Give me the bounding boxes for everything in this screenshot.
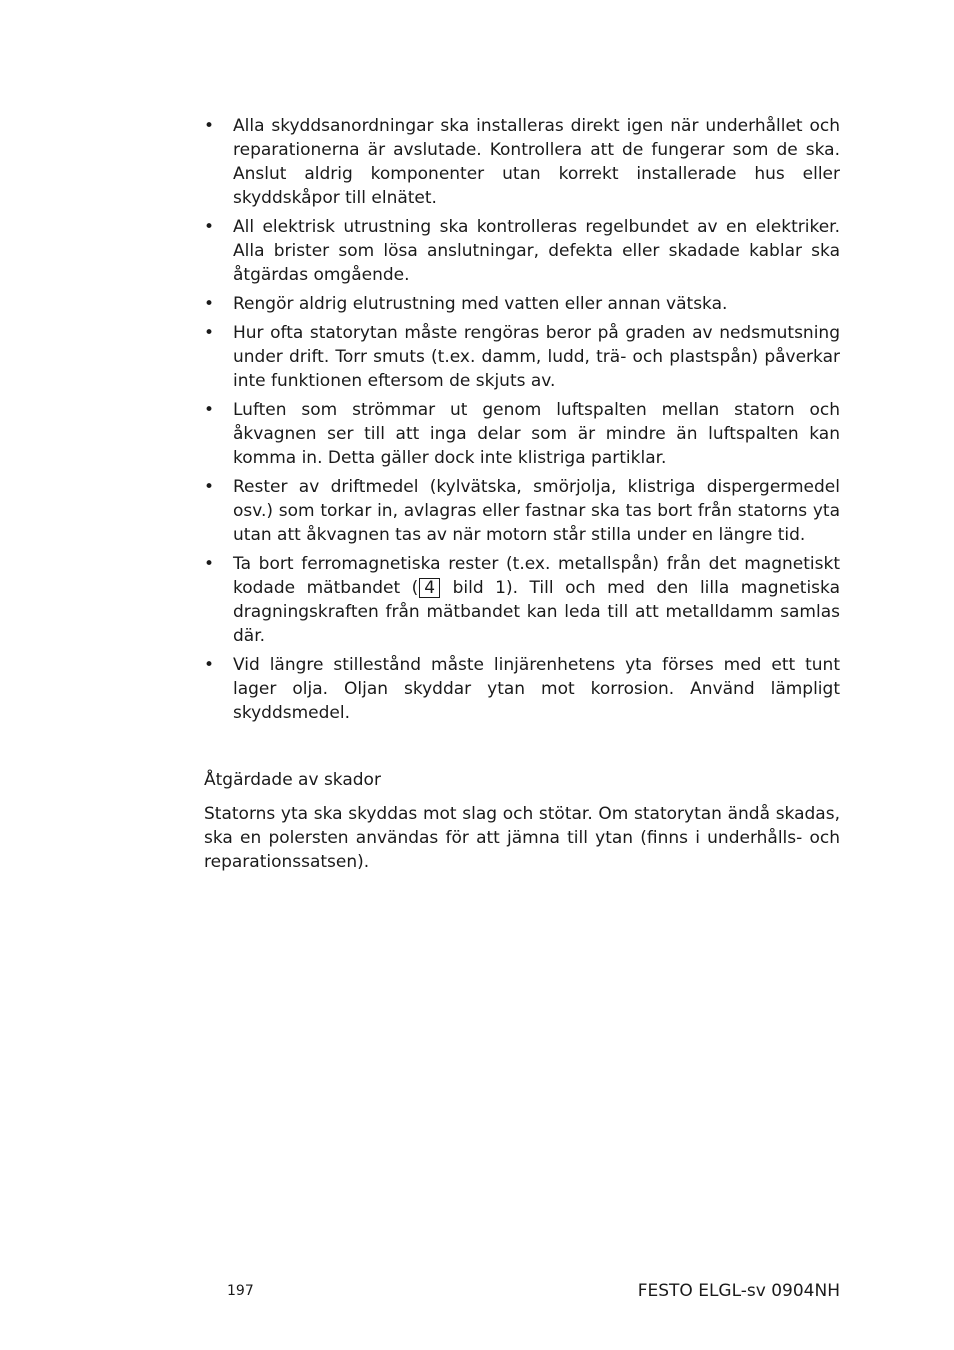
- list-item-text-before: Ta bort ferromagnetiska rester (t.ex. metallspån) från det magnetiskt kodade mätbandet (: [233, 554, 840, 598]
- list-item: [204, 398, 840, 470]
- page-content: [204, 114, 840, 874]
- list-item: [204, 215, 840, 287]
- list-item: [204, 552, 840, 648]
- maintenance-bullet-list: [204, 114, 840, 725]
- list-item-text: Alla skyddsanordningar ska installeras direkt igen när underhållet och reparationerna är avslutade. Kontrollera att de fungerar som de ska. Anslut aldrig komponenter utan korrekt installerade hus eller skyddskåpor till elnätet.: [233, 116, 840, 208]
- list-item-text-after: bild 1). Till och med den lilla magnetiska dragningskraften från mätbandet kan leda till att metalldamm samlas där.: [233, 578, 840, 646]
- page-number: 197: [227, 1283, 254, 1299]
- bullet-icon: •: [204, 655, 215, 675]
- list-item: [204, 475, 840, 547]
- list-item: [204, 292, 840, 316]
- bullet-icon: •: [204, 217, 215, 237]
- list-item-text: Hur ofta statorytan måste rengöras beror på graden av nedsmutsning under drift. Torr smuts (t.ex. damm, ludd, trä- och plastspån) påverkar inte funktionen eftersom de skjuts av.: [233, 323, 840, 391]
- list-item: [204, 653, 840, 725]
- list-item-text: Rengör aldrig elutrustning med vatten eller annan vätska.: [233, 294, 728, 314]
- figure-reference-box: 4: [419, 578, 440, 598]
- list-item: [204, 114, 840, 210]
- list-item-text: Luften som strömmar ut genom luftspalten mellan statorn och åkvagnen ser till att inga delar som är mindre än luftspalten kan komma in. Detta gäller dock inte klistriga partiklar.: [233, 400, 840, 468]
- list-item-text: Vid längre stillestånd måste linjärenhetens yta förses med ett tunt lager olja. Oljan skyddar ytan mot korrosion. Använd lämpligt skyddsmedel.: [233, 655, 840, 723]
- bullet-icon: •: [204, 554, 215, 574]
- section-heading: Åtgärdade av skador: [204, 770, 381, 790]
- list-item: [204, 321, 840, 393]
- bullet-icon: •: [204, 400, 215, 420]
- document-id: FESTO ELGL-sv 0904NH: [637, 1281, 840, 1301]
- bullet-icon: •: [204, 323, 215, 343]
- bullet-icon: •: [204, 477, 215, 497]
- section-body-text: Statorns yta ska skyddas mot slag och stötar. Om statorytan ändå skadas, ska en polersten användas för att jämna till ytan (finns i underhålls- och reparationssatsen).: [204, 804, 840, 872]
- list-item-text: All elektrisk utrustning ska kontrolleras regelbundet av en elektriker. Alla brister som lösa anslutningar, defekta eller skadade kablar ska åtgärdas omgående.: [233, 217, 840, 285]
- bullet-icon: •: [204, 116, 215, 136]
- bullet-icon: •: [204, 294, 215, 314]
- list-item-text: Rester av driftmedel (kylvätska, smörjolja, klistriga dispergermedel osv.) som torkar in, avlagras eller fastnar ska tas bort från statorns yta utan att åkvagnen tas av när motorn står stilla under en längre tid.: [233, 477, 840, 545]
